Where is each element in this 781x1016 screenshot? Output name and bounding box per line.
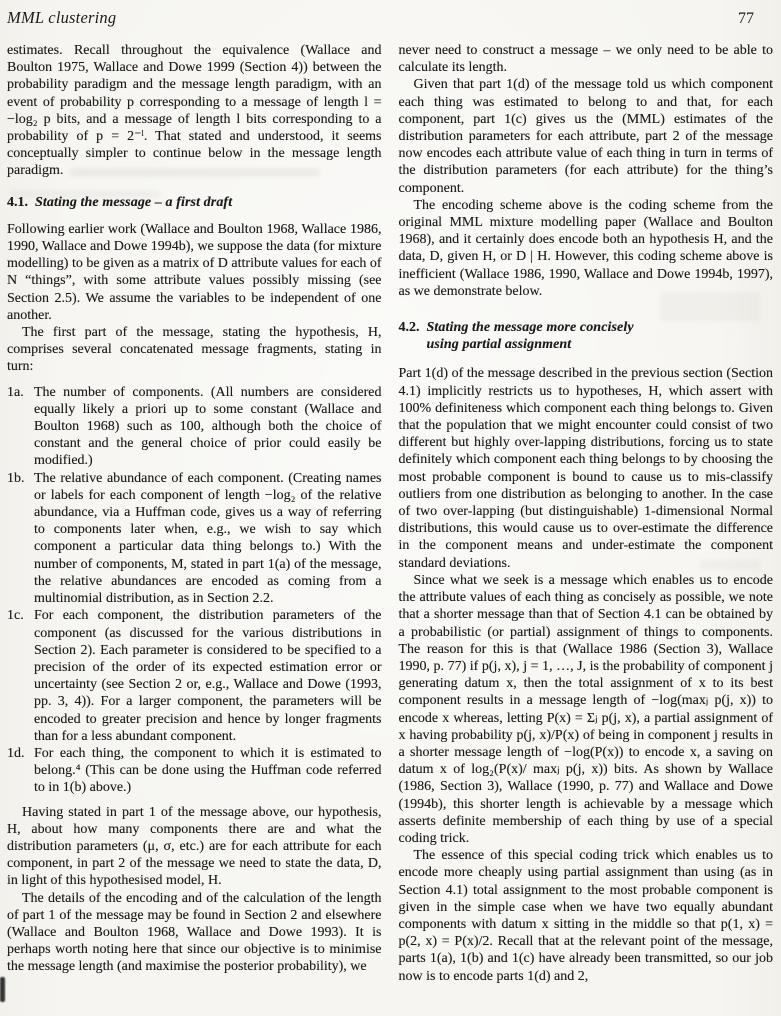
- paragraph-never-need: never need to construct a message – we only need to be able to calculate its length.: [398, 43, 773, 76]
- list-item-label: 1d.: [7, 745, 25, 761]
- paragraph-estimates: estimates. Recall throughout the equivalence (Wallace and Boulton 1975, Wallace and Dowe 1999 (Section 4)) between the probability paradigm and the message length paradigm, with an event of probability p corresponding to a message of length l = −log₂ p bits, and a message of length l bits corresponding to a probability of p = 2⁻ˡ. That stated and understood, it seems conceptually simpler to continue below in the message length paradigm.: [7, 43, 382, 179]
- paragraph-having-stated: Having stated in part 1 of the message above, our hypothesis, H, about how many components there are and what the distribution parameters (μ, σ, etc.) are for each attribute for each component, in part 2 of the message we need to state the data, D, in light of this hypothesised model, H.: [7, 804, 382, 889]
- two-column-body: [7, 42, 773, 985]
- scan-bleed-artifact: [700, 560, 760, 570]
- list-item-text: For each component, the distribution parameters of the component (as discussed for the various distributions in Section 2). Each parameter is considered to be specified to a precision of the order of its expected estimation error or uncertainty (see Section 2 or, e.g., Wallace and Dowe (1993, pp. 3, 4)). For a larger component, the parameters will be encoded to greater precision and hence by longer fragments than for a less abundant component.: [34, 608, 382, 744]
- list-item-label: 1a.: [7, 384, 24, 400]
- paragraph-part-1d: Part 1(d) of the message described in the previous section (Section 4.1) implicitly restricts us to hypotheses, H, which assert with 100% definiteness which component each thing belongs to. Given that the population that we might encounter could consist of two different but highly over-lapping distributions, forcing us to state definitely which component each thing belongs to by choosing the most probable component is bound to cause us to mis-classify outliers from one distribution as belonging to another. In the case of two over-lapping (but distinguishable) 1-dimensional Normal distributions, this would cause us to over-estimate the difference in the component means and under-estimate the component standard deviations.: [398, 366, 773, 571]
- scan-bleed-artifact: [10, 190, 160, 198]
- running-title: MML clustering: [7, 8, 117, 27]
- page-number: 77: [738, 10, 754, 27]
- section-title: [427, 319, 634, 353]
- right-column: [399, 42, 774, 985]
- section-heading-4-2: [399, 319, 774, 353]
- list-item-text: The relative abundance of each component. (Creating names or labels for each component of length −log₂ of the relative abundance, via a Huffman code, gives us a way of referring to components later when, e.g., we wish to say which component a particular data thing belongs to.) With the number of components, M, stated in part 1(a) of the message, the relative abundances are encoded as coming from a multinomial distribution, as in Section 2.2.: [34, 470, 382, 607]
- section-title-line-1: Stating the message more concisely: [426, 320, 634, 336]
- paragraph-encoding-scheme: The encoding scheme above is the coding scheme from the original MML mixture modelling paper (Wallace and Boulton 1968), and it certainly does encode both an hypothesis H, and the data, D, given H, or D | H. However, this coding scheme above is inefficient (Wallace 1986, 1990, Wallace and Dowe 1994b, 1997), as we demonstrate below.: [398, 197, 773, 299]
- paragraph-essence-of-coding-trick: The essence of this special coding trick which enables us to encode more cheaply using partial assignment than using (as in Section 4.1) total assignment to the most probable component is given in the simple case when we have two equally abundant components with datum x sitting in the middle so that p(1, x) = p(2, x) = P(x)/2. Recall that at the relevant point of the message, parts 1(a), 1(b) and 1(c) have already been transmitted, so our job now is to encode parts 1(d) and 2,: [398, 848, 773, 984]
- section-title-line-2: using partial assignment: [426, 337, 572, 353]
- list-item: [7, 745, 382, 797]
- section-number: 4.1.: [7, 194, 28, 210]
- section-title: Stating the message – a first draft: [35, 194, 233, 210]
- list-item-text: The number of components. (All numbers are considered equally likely a priori up to some constant (Wallace and Boulton 1968) such as 100, although both the choice of constant and the general choice of prior could easily be modified.): [34, 384, 382, 469]
- list-item: [7, 607, 382, 745]
- message-parts-list: [7, 384, 382, 797]
- list-item: [7, 384, 382, 470]
- list-item-label: 1c.: [7, 608, 24, 624]
- paragraph-first-part-of-message: The first part of the message, stating the hypothesis, H, comprises several concatenated message fragments, stating in turn:: [7, 325, 382, 375]
- paragraph-following-earlier-work: Following earlier work (Wallace and Boulton 1968, Wallace 1986, 1990, Wallace and Dowe 1994b), we suppose the data (for mixture modelling) to be given as a matrix of D attribute values for each of N “things”, with some attribute values possibly missing (see Section 2.5). We assume the variables to be independent of one another.: [7, 221, 382, 323]
- paragraph-details-of-encoding: The details of the encoding and of the calculation of the length of part 1 of the message may be found in Section 2 and elsewhere (Wallace and Boulton 1968, Wallace and Dowe 1993). It is perhaps worth noting here that since our objective is to minimise the message length (and maximise the posterior probability), we: [7, 890, 382, 975]
- list-item-label: 1b.: [7, 470, 25, 486]
- scan-edge-artifact: [0, 977, 5, 1002]
- paragraph-since-what-we-seek: Since what we seek is a message which enables us to encode the attribute values of each thing as concisely as possible, we note that a shorter message than that of Section 4.1 can be obtained by a probabilistic (or partial) assignment of things to components. The reason for this is that (Wallace 1986 (Section 3), Wallace 1990, p. 77) if p(j, x), j = 1, …, J, is the probability of component j generating datum x, then the total assignment of x to its best component results in a message length of −log(maxⱼ p(j, x)) to encode x whereas, letting P(x) = Σⱼ p(j, x), a partial assignment of x having probability p(j, x)/P(x) of being in component j results in a shorter message length of −log(P(x)) to encode x, a saving on datum x of log₂(P(x)/ maxⱼ p(j, x)) bits. As shown by Wallace (1986, Section 3), Wallace (1990, p. 77) and Wallace and Dowe (1994b), this shorter length is achievable by a message which asserts definite membership of each thing by use of a special coding trick.: [398, 572, 773, 846]
- scan-bleed-artifact: [660, 292, 760, 322]
- list-item-text: For each thing, the component to which it is estimated to belong.⁴ (This can be done using the Huffman code referred to in 1(b) above.): [34, 745, 382, 796]
- list-item: [7, 470, 382, 608]
- section-number: 4.2.: [398, 320, 420, 336]
- left-column: [7, 42, 382, 985]
- paragraph-given-that: Given that part 1(d) of the message told us which component each thing was estimated to belong to and that, for each component, part 1(c) gives us the (MML) estimates of the distribution parameters for each attribute, part 2 of the message now encodes each attribute value of each thing in turn in terms of the distribution parameters (for each attribute) for the thing’s component.: [398, 77, 773, 196]
- page-header: [7, 6, 773, 28]
- scan-bleed-artifact: [70, 168, 320, 177]
